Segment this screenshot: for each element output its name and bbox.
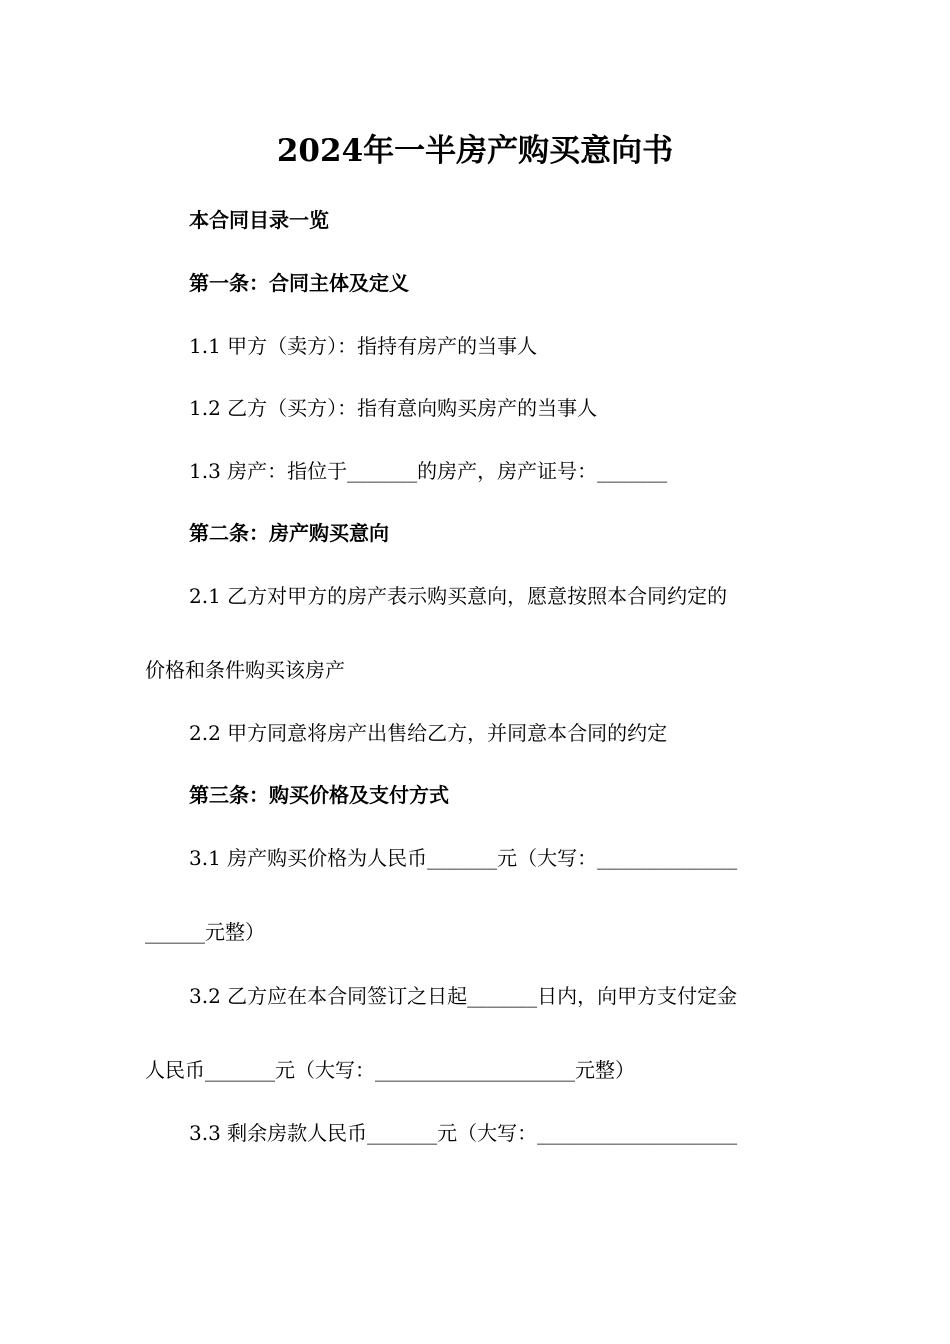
toc-heading: 本合同目录一览 <box>189 208 329 232</box>
clause-1-3: 1.3 房产：指位于_______的房产，房产证号：_______ <box>189 459 668 483</box>
clause-3-1: 3.1 房产购买价格为人民币_______元（大写：______________ <box>189 846 738 870</box>
clause-1-1: 1.1 甲方（卖方）：指持有房产的当事人 <box>189 334 538 358</box>
document-title: 2024年一半房产购买意向书 <box>276 133 674 169</box>
clause-2-1-continued: 价格和条件购买该房产 <box>145 658 345 682</box>
article-2-heading: 第二条：房产购买意向 <box>189 521 389 545</box>
clause-2-2: 2.2 甲方同意将房产出售给乙方，并同意本合同的约定 <box>189 721 668 745</box>
clause-3-2: 3.2 乙方应在本合同签订之日起_______日内，向甲方支付定金 <box>189 984 738 1008</box>
clause-3-2-continued: 人民币_______元（大写：____________________元整） <box>145 1058 635 1082</box>
article-1-heading: 第一条：合同主体及定义 <box>189 271 409 295</box>
clause-3-3: 3.3 剩余房款人民币_______元（大写：____________________ <box>189 1121 738 1145</box>
clause-1-2: 1.2 乙方（买方）：指有意向购买房产的当事人 <box>189 396 598 420</box>
article-3-heading: 第三条：购买价格及支付方式 <box>189 783 449 807</box>
clause-2-1: 2.1 乙方对甲方的房产表示购买意向，愿意按照本合同约定的 <box>189 584 728 608</box>
clause-3-1-continued: ______元整） <box>145 920 265 944</box>
